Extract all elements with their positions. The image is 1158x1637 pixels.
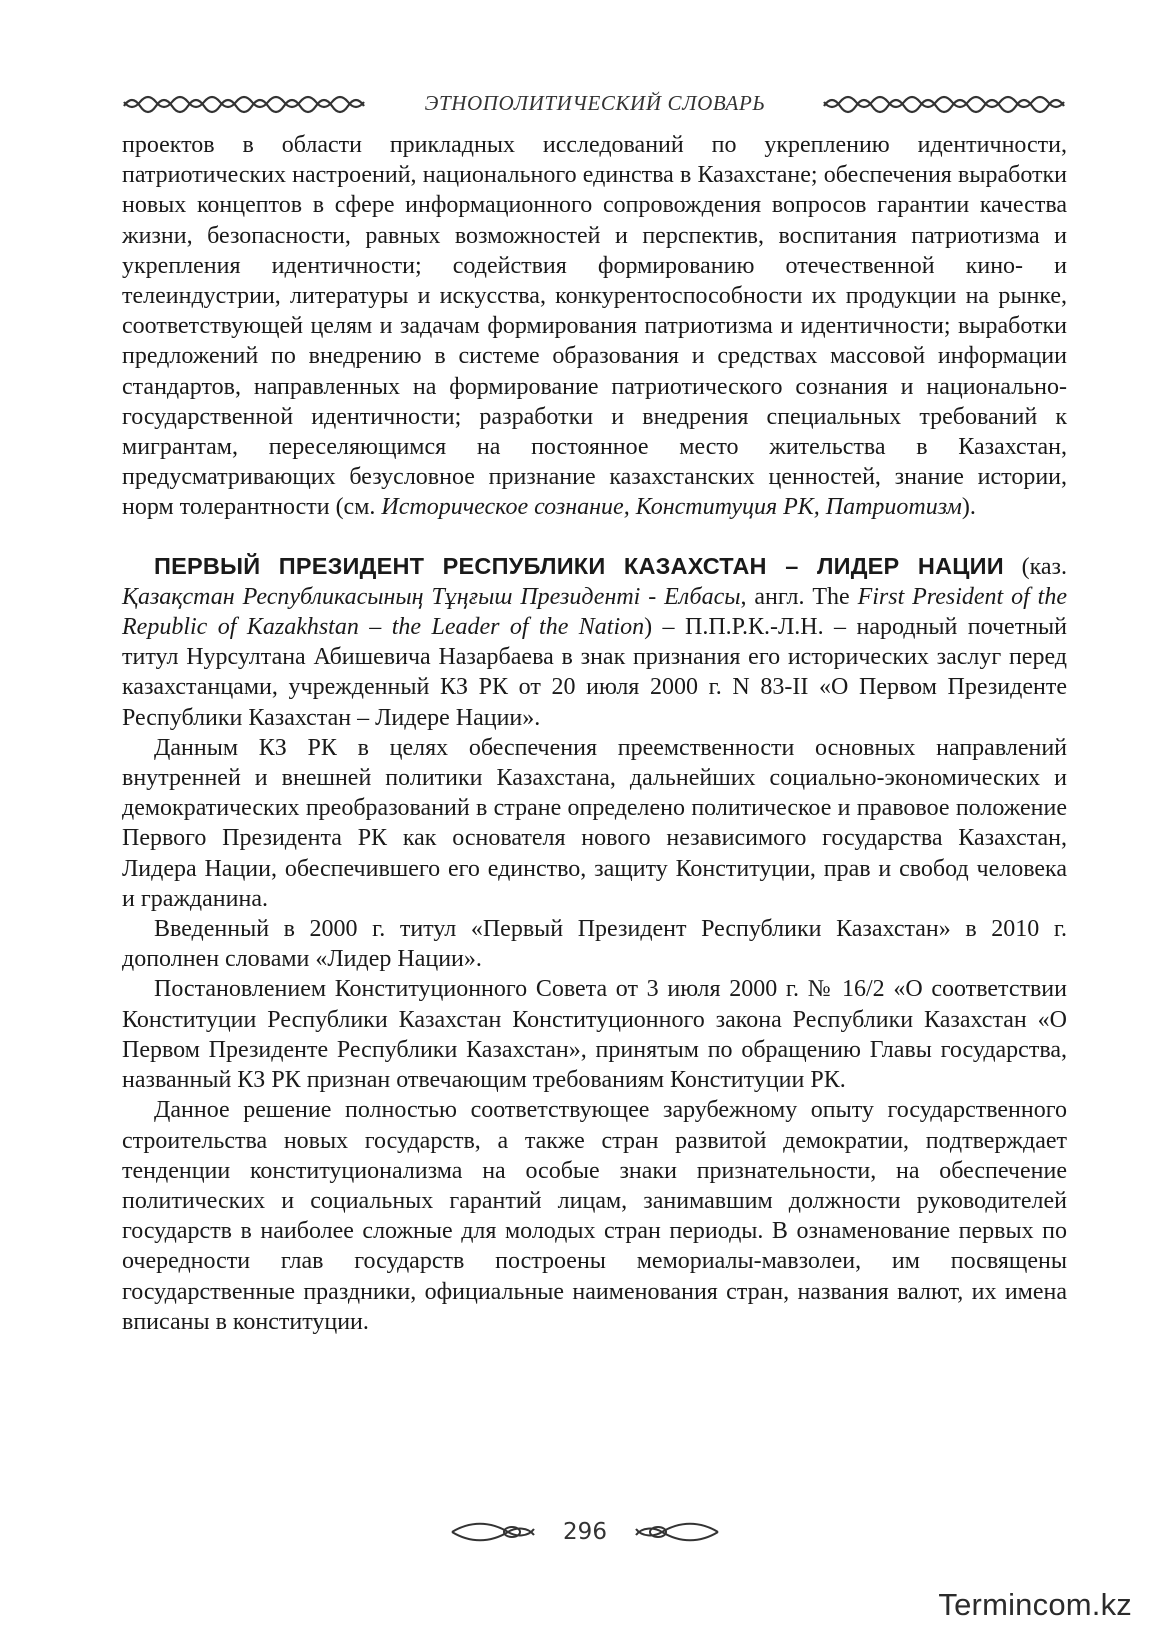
paragraph: Введенный в 2000 г. титул «Первый Президент Республики Казахстан» в 2010 г. дополнен словами «Лидер Нации». [122,916,1067,973]
dictionary-entry [122,551,1067,733]
entry-english-name: First President of the Republic of Kazakhstan – the Leader of the Nation [122,583,1067,641]
page-number: 296 [563,1519,607,1545]
ornament-icon [120,92,370,114]
paragraph-text: ). [961,494,976,521]
page-footer [450,1512,720,1552]
running-header [120,88,1070,118]
flourish-icon [450,1519,536,1545]
paragraph-text: проектов в области прикладных исследований по укреплению идентичности, патриотических настроений, национального единства в Казахстане; обеспечения выработки новых концептов в сфере информационного сопровождения вопросов гарантии качества жизни, безопасности, равных возможностей и перспектив, воспитания патриотизма и укрепления идентичности; содействия формированию отечественной кино- и телеиндустрии, литературы и искусства, конкурентоспособности их продукции на рынке, соответствующей целям и задачам формирования патриотизма и идентичности; выработки предложений по внедрению в системе образования и средствах массовой информации стандартов, направленных на формирование патриотического сознания и национально-государственной идентичности; разработки и внедрения специальных требований к мигрантам, переселяющимся на постоянное место жительства в Казахстан, предусматривающих безусловное признание казахстанских ценностей, знание истории, норм толерантности (см. [122,132,1067,521]
paragraph: Данным КЗ РК в целях обеспечения преемственности основных направлений внутренней и внешней политики Казахстана, дальнейших социально-экономических и демократических преобразований в стране определено политическое и правовое положение Первого Президента РК как основателя нового независимого государства Казахстан, Лидера Нации, обеспечившего его единство, защиту Конституции, прав и свобод человека и гражданина. [122,734,1067,912]
entry-term: ПЕРВЫЙ ПРЕЗИДЕНТ РЕСПУБЛИКИ КАЗАХСТАН – ЛИДЕР НАЦИИ [154,552,1004,579]
header-title: ЭТНОПОЛИТИЧЕСКИЙ СЛОВАРЬ [424,90,766,115]
cross-reference: Историческое сознание, Конституция РК, Патриотизм [381,494,962,521]
entry-definition: ) – П.П.Р.К.-Л.Н. – народный почетный титул Нурсултана Абишевича Назарбаева в знак признания его исторических заслуг перед казахстанцами, учрежденный КЗ РК от 20 июля 2000 г. N 83-II «О Первом Президенте Республики Казахстан – Лидере Нации». [122,614,1067,731]
entry-text: , англ. The [740,583,858,610]
paragraph-continuation [122,130,1067,523]
entry-text: (каз. [1003,553,1067,580]
watermark-logo: Termincom.kz [938,1587,1132,1622]
flourish-icon [634,1519,720,1545]
ornament-icon [820,92,1070,114]
body-text [122,130,1067,1337]
paragraph: Данное решение полностью соответствующее зарубежному опыту государственного строительства новых государств, а также стран развитой демократии, подтверждает тенденции конституционализма на особые знаки признательности, на обеспечение политических и социальных гарантий лицам, занимавшим должности руководителей государств в наиболее сложные для молодых стран периоды. В ознаменование первых по очередности глав государств построены мемориалы-мавзолеи, им посвящены государственные праздники, официальные наименования стран, названия валют, их имена вписаны в конституции. [122,1097,1067,1335]
paragraph: Постановлением Конституционного Совета от 3 июля 2000 г. № 16/2 «О соответствии Конституции Республики Казахстан Конституционного закона Республики Казахстан «О Первом Президенте Республики Казахстан», принятым по обращению Главы государства, названный КЗ РК признан отвечающим требованиям Конституции РК. [122,976,1067,1094]
entry-kazakh-name: Қазақстан Республикасының Тұңғыш Президенті - Елбасы [122,583,741,610]
spacer [122,523,1067,551]
